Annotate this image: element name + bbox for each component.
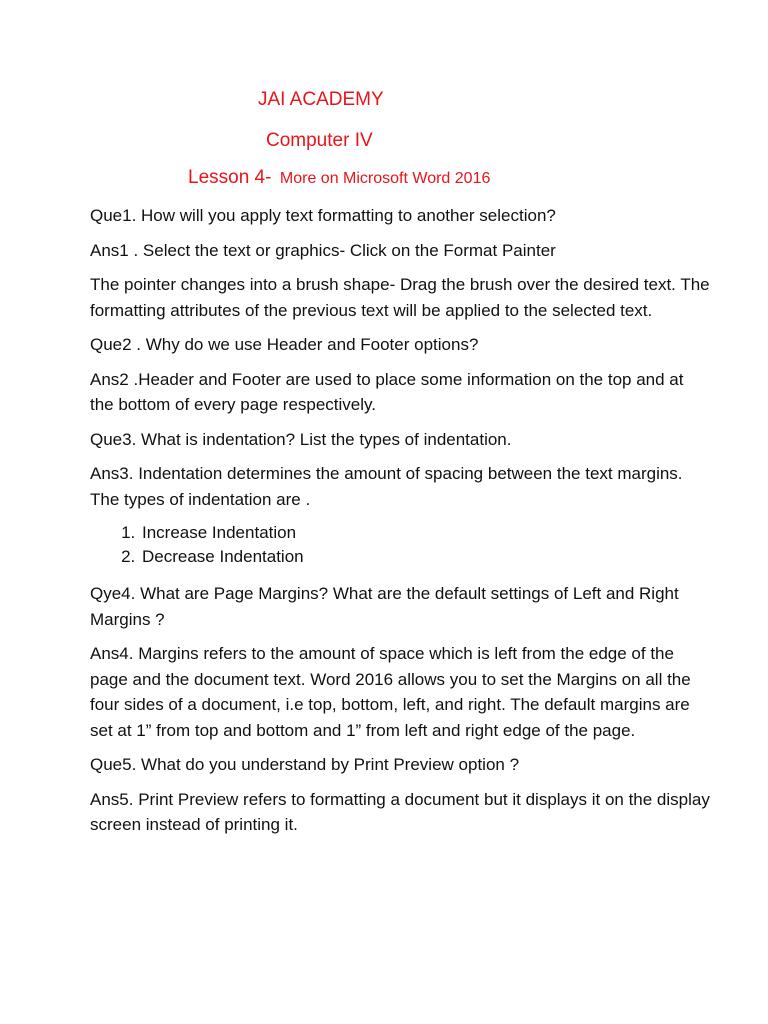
question-3: Que3. What is indentation? List the types of indentation. <box>90 429 512 449</box>
answer-3: Ans3. Indentation determines the amount of spacing between the text margins. The types of indentation are . <box>90 464 683 509</box>
question-2: Que2 . Why do we use Header and Footer options? <box>90 335 479 354</box>
course-title: Computer IV <box>266 130 373 151</box>
question-4: Qye4. What are Page Margins? What are the default settings of Left and Right Margins ? <box>90 584 679 629</box>
indentation-types-list <box>90 521 710 569</box>
answer-4: Ans4. Margins refers to the amount of space which is left from the edge of the page and the document text. Word 2016 allows you to set the Margins on all the four sides of a document, i.e top, bottom, left, and right. The default margins are set at 1” from top and bottom and 1” from left and right edge of the page. <box>90 644 691 740</box>
school-name: JAI ACADEMY <box>258 89 384 110</box>
answer-1-line-1: Ans1 . Select the text or graphics- Click on the Format Painter <box>90 240 556 260</box>
answer-5: Ans5. Print Preview refers to formatting a document but it displays it on the display screen instead of printing it. <box>90 789 710 834</box>
list-item-decrease-indentation: 2. Decrease Indentation <box>140 545 710 569</box>
list-item-increase-indentation: 1. Increase Indentation <box>140 521 710 545</box>
answer-2: Ans2 .Header and Footer are used to place some information on the top and at the bottom of every page respectively. <box>90 369 684 414</box>
answer-1-line-2: The pointer changes into a brush shape- Drag the brush over the desired text. The formatting attributes of the previous text will be applied to the selected text. <box>90 275 710 320</box>
question-1: Que1. How will you apply text formatting to another selection? <box>90 206 556 225</box>
lesson-label: Lesson 4- <box>188 167 272 188</box>
document-body <box>90 203 710 847</box>
lesson-heading <box>188 167 490 189</box>
lesson-title: More on Microsoft Word 2016 <box>279 170 491 187</box>
question-5: Que5. What do you understand by Print Preview option ? <box>90 755 520 774</box>
